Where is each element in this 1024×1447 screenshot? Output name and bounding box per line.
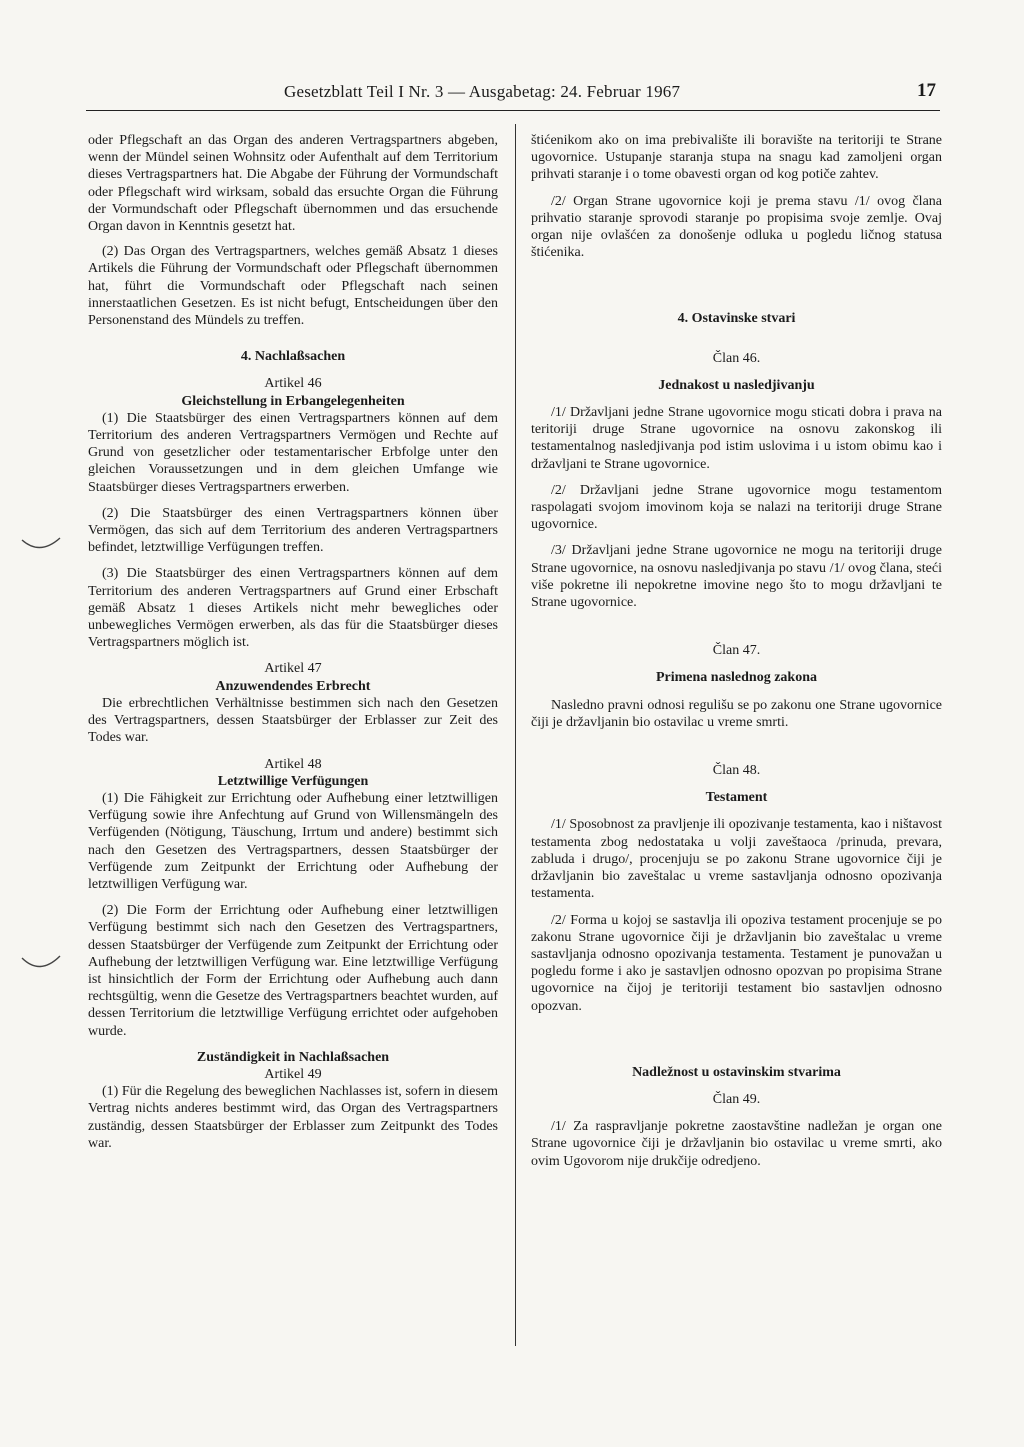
section-subheading: Nadležnost u ostavinskim stvarima — [632, 1064, 841, 1080]
article-label: Član 46. — [712, 350, 761, 366]
column-divider — [515, 124, 516, 1346]
paragraph: (1) Die Staatsbürger des einen Vertragspartners können auf dem Territorium des anderen Vertragspartners Vermögen und Rechte auf Grund von gesetzlicher oder testamentarischer Erbfolge unter den gleichen Voraussetzungen und in dem gleichen Umfange wie Staatsbürger dieses Vertragspartners erwerben. — [88, 410, 498, 495]
article-label: Artikel 46 — [264, 376, 322, 392]
article-title: Gleichstellung in Erbangelegenheiten — [181, 393, 405, 409]
paragraph: (2) Das Organ des Vertragspartners, welches gemäß Absatz 1 dieses Artikels die Führung der Vormundschaft oder Pflegschaft übernommen hat, führt die Vormundschaft oder Pflegschaft nach seinen innerstaatlichen Gesetzen. Es ist nicht befugt, Entscheidungen über den Personenstand des Mündels zu treffen. — [88, 244, 498, 329]
paragraph: (1) Die Fähigkeit zur Errichtung oder Aufhebung einer letztwilligen Verfügung sowie ihre Anfechtung auf Grund von Willensmängeln des Verfügenden (Nötigung, Täuschung, Irrtum und andere) bestimmt sich nach den Gesetzen des Vertragspartners, dessen Staatsbürger der Verfügende zum Zeitpunkt der Errichtung oder Aufhebung der letztwilligen Verfügung war. — [88, 790, 498, 892]
article-title: Testament — [705, 790, 768, 806]
right-column-serbian — [531, 132, 942, 1179]
header-title: Gesetzblatt Teil I Nr. 3 — Ausgabetag: 24. Februar 1967 — [284, 82, 681, 101]
paragraph: /1/ Sposobnost za pravljenje ili opozivanje testamenta, kao i ništavost testamenta zbog nedostataka u volji zaveštaoca /prinuda, prevara, zabluda i drugo/, procenjuju se po zakonu Strane ugovornice čiji je državljanin bio zaveštalac u vreme sastavljanja odnosno opozivanja testamenta. — [531, 817, 942, 902]
margin-check-mark-icon — [18, 950, 64, 980]
article-label: Član 49. — [712, 1091, 761, 1107]
paragraph: (2) Die Staatsbürger des einen Vertragspartners können über Vermögen, das sich auf dem Territorium des anderen Vertragspartners befindet, letztwillige Verfügungen treffen. — [88, 505, 498, 556]
paragraph: štićenikom ako on ima prebivalište ili boravište na teritoriji te Strane ugovornice. Ustupanje staranja stupa na snagu kad zamoljeni organ prihvati staranje i o tome obavesti organ od kog potiče zahtev. — [531, 133, 942, 183]
margin-check-mark-icon — [18, 530, 64, 560]
paragraph: (2) Die Form der Errichtung oder Aufhebung einer letztwilligen Verfügung bestimmt sich nach den Gesetzen des Vertragspartners, dessen Staatsbürger der Verfügende zum Zeitpunkt der Errichtung oder Aufhebung der letztwilligen Verfügung war. Eine letztwillige Verfügung ist hinsichtlich der Form der Errichtung oder Aufhebung auch dann rechtsgültig, wenn die Gesetze des Vertragspartners beachtet wurden, auf dessen Territorium die letztwillige Verfügung errichtet oder aufgehoben wurde. — [88, 903, 498, 1039]
article-title: Jednakost u nasledjivanju — [658, 377, 815, 393]
paragraph: oder Pflegschaft an das Organ des anderen Vertragspartners abgeben, wenn der Mündel seinen Wohnsitz oder Aufenthalt auf dem Territorium dieses Vertragspartners hat. Die Abgabe der Führung der Vormundschaft oder Pflegschaft wird wirksam, sobald das ersuchte Organ die Führung der Vormundschaft oder Pflegschaft übernommen und das ersuchende Organ davon in Kenntnis gesetzt hat. — [88, 133, 498, 235]
paragraph: (1) Für die Regelung des beweglichen Nachlasses ist, sofern in diesem Vertrag nichts anderes bestimmt wird, das Organ des Vertragspartners zuständig, dessen Staatsbürger der Erblasser zum Zeitpunkt des Todes war. — [88, 1084, 498, 1151]
article-label: Artikel 47 — [264, 661, 322, 677]
paragraph: (3) Die Staatsbürger des einen Vertragspartners können auf dem Territorium des anderen Vertragspartners auf Grund einer Erbschaft gemäß Absatz 1 dieses Artikels nicht mehr bewegliches oder unbewegliches Vermögen erwerben, als das für die Staatsbürger dieses Vertragspartners möglich ist. — [88, 566, 498, 651]
article-label: Član 47. — [712, 643, 761, 659]
article-label: Artikel 48 — [264, 756, 322, 772]
paragraph: Nasledno pravni odnosi regulišu se po zakonu one Strane ugovornice čiji je državljanin bio ostavilac u vreme smrti. — [531, 697, 942, 730]
article-title: Anzuwendendes Erbrecht — [215, 678, 371, 694]
article-label: Artikel 49 — [264, 1066, 322, 1082]
paragraph: /1/ Za raspravljanje pokretne zaostavštine nadležan je organ one Strane ugovornice čiji je državljanin bio ostavilac u vreme smrti, ako ovim Ugovorom nije drukčije odredjeno. — [531, 1119, 942, 1169]
paragraph: /1/ Državljani jedne Strane ugovornice mogu sticati dobra i prava na teritoriji druge Strane ugovornice na osnovu zakonskog ili testamentalnog nasledjivanja pod istim uslovima i u istom obimu kao i državljani te Strane ugovornice. — [531, 405, 942, 472]
paragraph: Die erbrechtlichen Verhältnisse bestimmen sich nach den Gesetzen des Vertragspartners, dessen Staatsbürger der Erblasser zur Zeit des Todes war. — [88, 695, 498, 746]
section-subheading: Zuständigkeit in Nachlaßsachen — [196, 1049, 390, 1065]
paragraph: /2/ Forma u kojoj se sastavlja ili opoziva testament procenjuje se po zakonu Strane ugovornice čiji je državljanin bio zaveštalac u vreme sastavljanja odnosno opozivanja testamenta. Testament je punovažan u pogledu forme i ako je sastavljen odnosno opozvan po propisima Strane ugovornice na čijoj je teritoriji testament bio sastavljen odnosno opozvan. — [531, 912, 942, 1014]
paragraph: /2/ Državljani jedne Strane ugovornice mogu testamentom raspolagati svojom imovinom koja se nalazi na teritoriji druge Strane ugovornice. — [531, 482, 942, 533]
page-number: 17 — [917, 80, 936, 101]
page-header — [86, 80, 940, 111]
section-heading: 4. Ostavinske stvari — [677, 311, 796, 327]
article-title: Letztwillige Verfügungen — [217, 773, 369, 789]
paragraph: /3/ Državljani jedne Strane ugovornice ne mogu na teritoriji druge Strane ugovornice, na osnovu nasledjivanja po stavu /1/ ovog člana, steći više pokretne ili nepokretne imovine nego što to mogu državljani te Strane ugovornice. — [531, 543, 942, 611]
paragraph: /2/ Organ Strane ugovornice koji je prema stavu /1/ ovog člana prihvatio staranje sprovodi staranje po propisima svoje zemlje. Ovaj organ nije ovlašćen za donošenje odluka u pogledu ličnog statusa štićenika. — [531, 193, 942, 261]
article-title: Primena naslednog zakona — [655, 670, 817, 686]
section-heading: 4. Nachlaßsachen — [240, 349, 346, 365]
article-label: Član 48. — [712, 763, 761, 779]
left-column-german — [88, 132, 498, 1161]
